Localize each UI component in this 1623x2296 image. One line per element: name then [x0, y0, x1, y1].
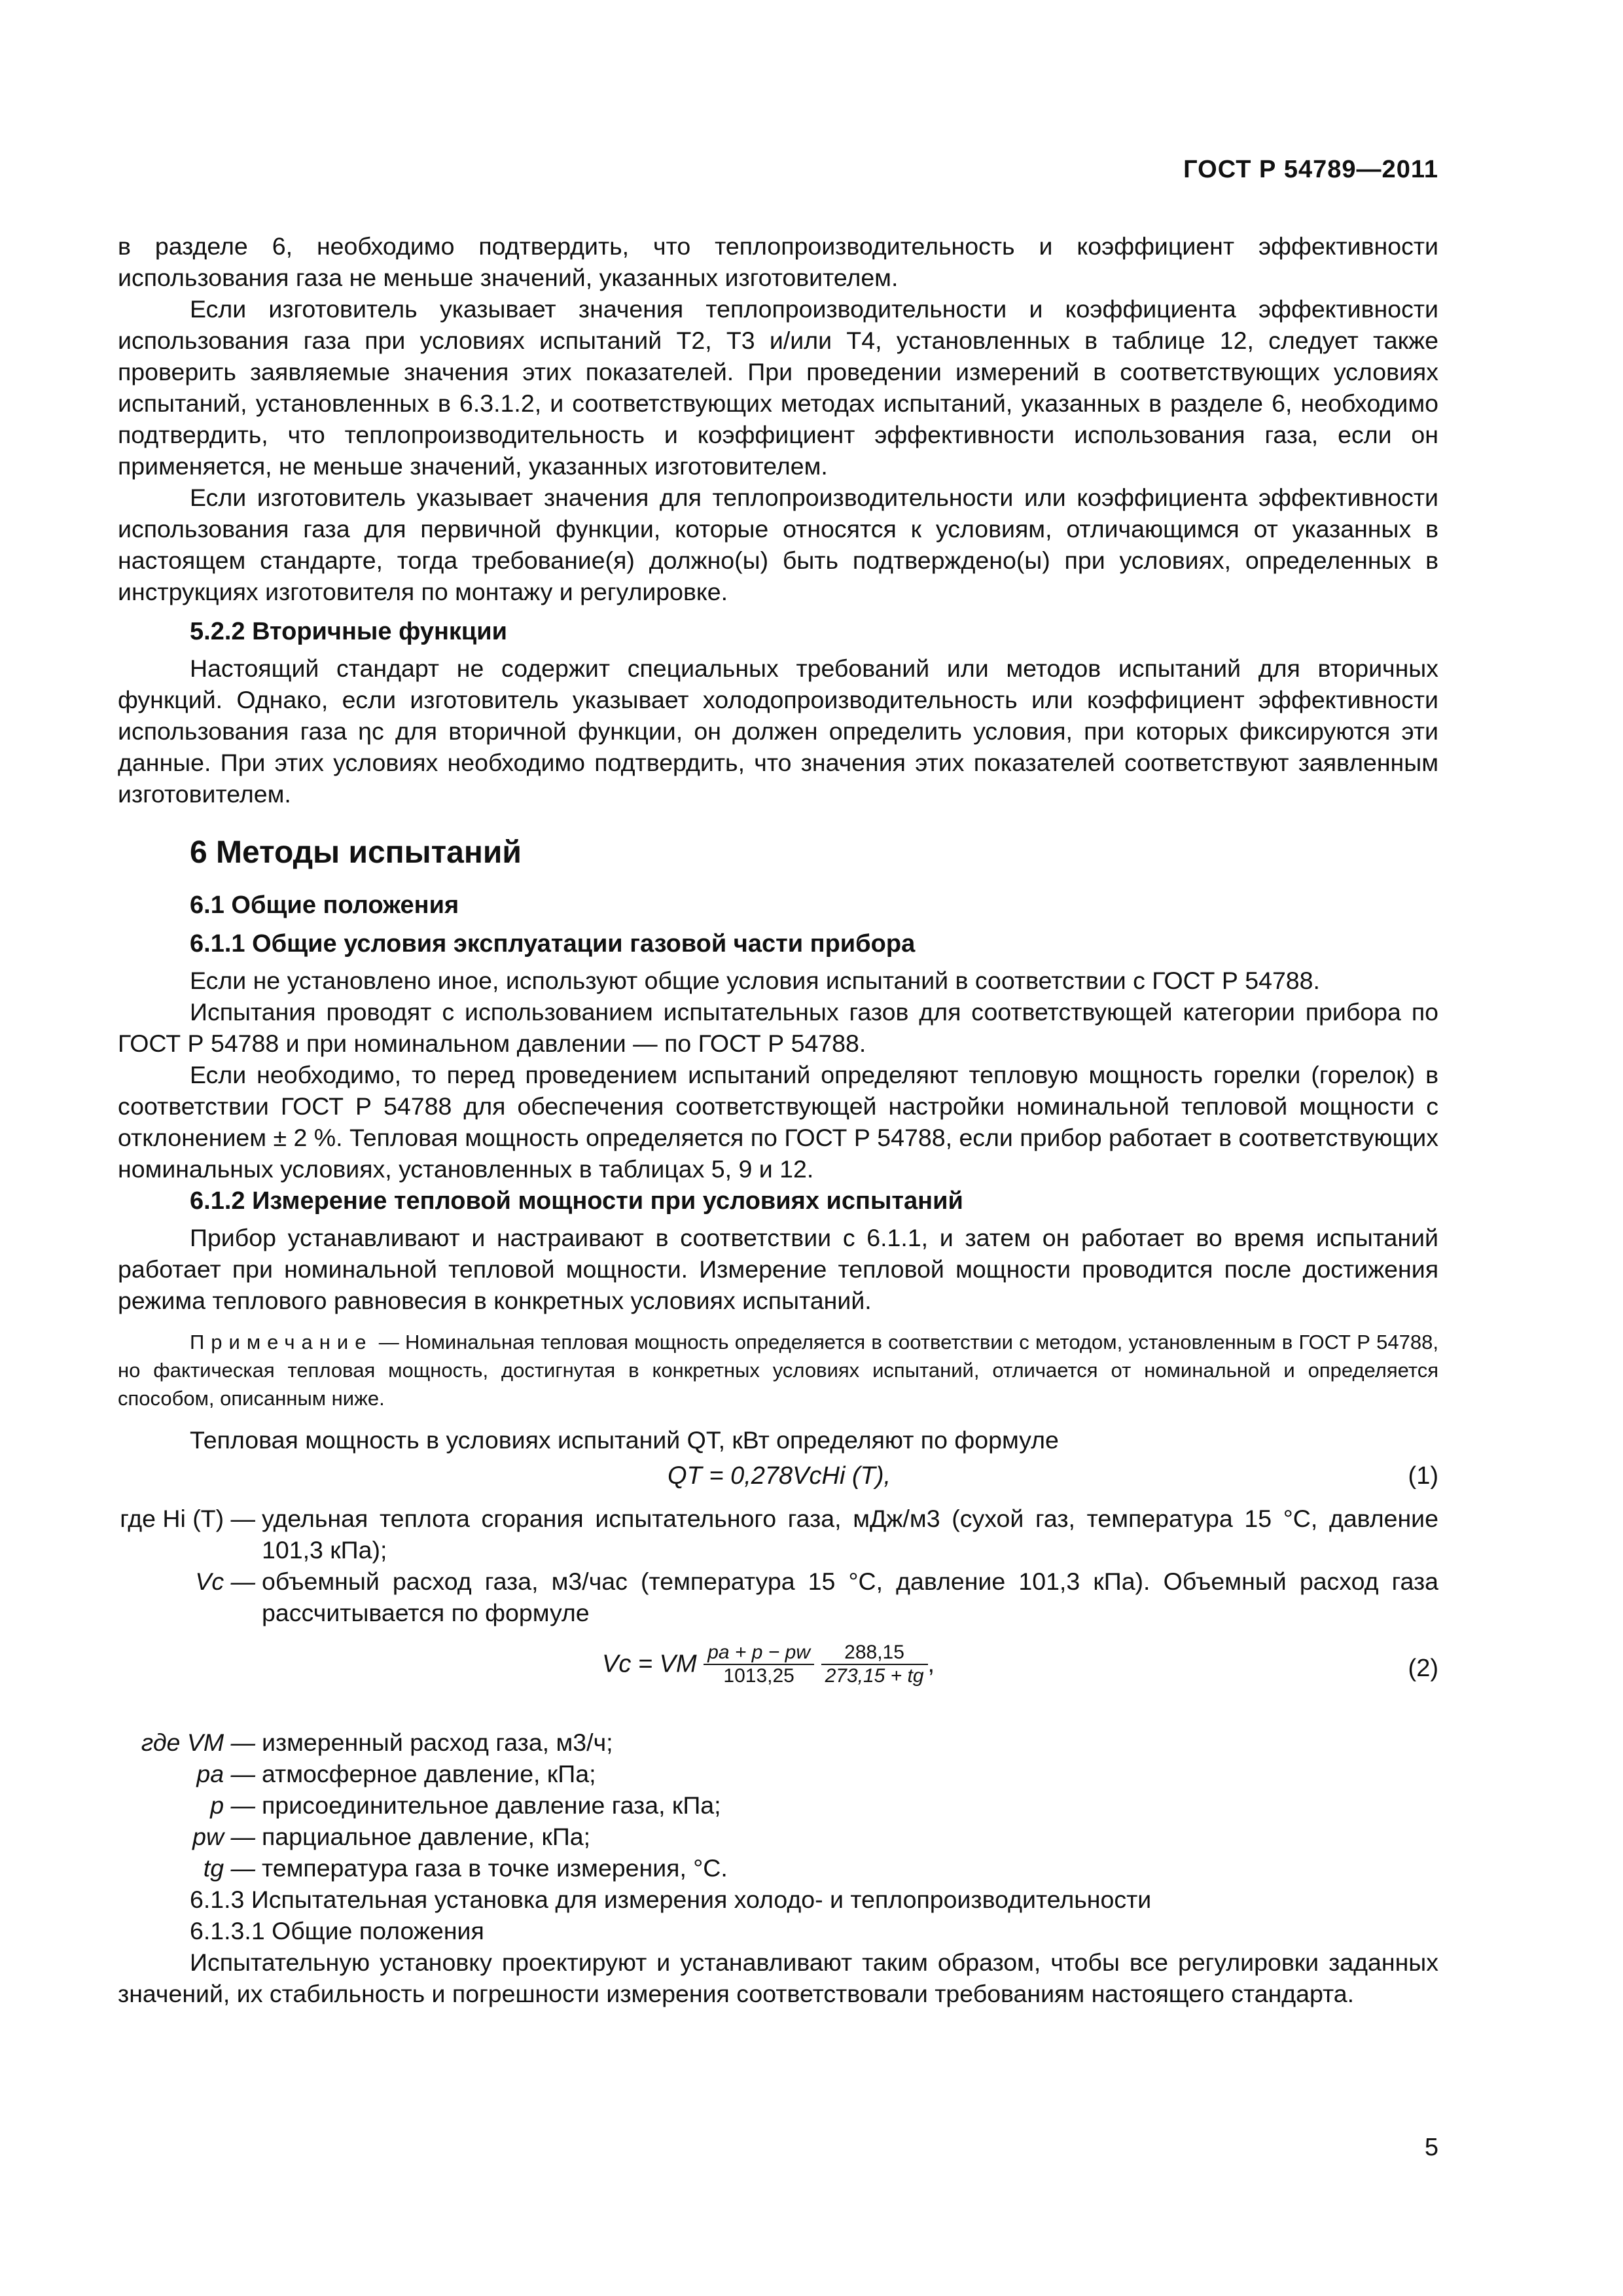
definition-text: температура газа в точке измерения, °С.: [262, 1854, 728, 1882]
paragraph: Если изготовитель указывает значения для теплопроизводительности или коэффициента эффективности использования газа для первичной функции, которые относятся к условиям, отличающимся от указанных в настоящем стандарте, тогда требование(я) должно(ы) быть подтверждено(ы) при условиях, определенных в инструкциях изготовителя по монтажу и регулировке.: [118, 484, 1438, 605]
definition-item: [118, 1852, 1438, 1884]
paragraph: Тепловая мощность в условиях испытаний QT, кВт определяют по формуле: [190, 1426, 1059, 1454]
paragraph: Испытания проводят с использованием испытательных газов для соответствующей категории прибора по ГОСТ Р 54788 и при номинальном давлении — по ГОСТ Р 54788.: [118, 998, 1438, 1057]
paragraph: Если не установлено иное, используют общие условия испытаний в соответствии с ГОСТ Р 54788.: [190, 967, 1320, 994]
definition-item: [118, 1789, 1438, 1821]
definition-item: [118, 1566, 1438, 1628]
note-text: — Номинальная тепловая мощность определяется в соответствии с методом, установленным в ГОСТ Р 54788, но фактическая тепловая мощность, достигнутая в конкретных условиях испытаний, отличается от номинальной и определяется способом, описанным ниже.: [118, 1331, 1438, 1410]
definitions-1: [118, 1503, 1438, 1628]
section-heading-6: 6 Методы испытаний: [190, 835, 522, 870]
paragraph: Если необходимо, то перед проведением испытаний определяют тепловую мощность горелки (горелок) в соответствии ГОСТ Р 54788 для обеспечения соответствующей настройки номинальной тепловой мощности с отклонением ± 2 %. Тепловая мощность определяется по ГОСТ Р 54788, если прибор работает в соответствующих номинальных условиях, установленных в таблицах 5, 9 и 12.: [118, 1061, 1438, 1183]
definition-text: удельная теплота сгорания испытательного газа, мДж/м3 (сухой газ, температура 15 °С, давление 101,3 кПа);: [262, 1505, 1438, 1564]
paragraph: Прибор устанавливают и настраивают в соответствии с 6.1.1, и затем он работает во время испытаний работает при номинальной тепловой мощности. Измерение тепловой мощности проводится после достижения режима теплового равновесия в конкретных условиях испытаний.: [118, 1224, 1438, 1314]
document-header: ГОСТ Р 54789—2011: [1183, 156, 1438, 183]
note: [118, 1328, 1438, 1412]
definition-item: [118, 1758, 1438, 1789]
definition-text: измеренный расход газа, м3/ч;: [262, 1729, 613, 1756]
formula-1: [118, 1456, 1438, 1503]
paragraph: 6.1.3 Испытательная установка для измерения холодо- и теплопроизводительности: [190, 1886, 1152, 1913]
section-heading-6-1-2: 6.1.2 Измерение тепловой мощности при условиях испытаний: [190, 1187, 963, 1215]
section-heading-6-1: 6.1 Общие положения: [190, 891, 459, 919]
page-body: [118, 151, 1438, 2009]
definition-symbol: p —: [210, 1791, 255, 1819]
fraction-numerator: 288,15: [821, 1641, 928, 1665]
formula-1-number: (1): [1408, 1462, 1438, 1490]
definition-item: [118, 1503, 1438, 1566]
definition-text: объемный расход газа, м3/час (температура 15 °С, давление 101,3 кПа). Объемный расход газа рассчитывается по формуле: [262, 1568, 1438, 1626]
note-label: Примечание: [190, 1331, 373, 1354]
paragraph: Настоящий стандарт не содержит специальных требований или методов испытаний для вторичных функций. Однако, если изготовитель указывает холодопроизводительность или коэффициент эффективности использования газа ηc для вторичной функции, он должен определить условия, при которых фиксируются эти данные. При этих условиях необходимо подтвердить, что значения этих показателей соответствуют заявленным изготовителем.: [118, 655, 1438, 808]
section-heading-6-1-1: 6.1.1 Общие условия эксплуатации газовой части прибора: [190, 930, 916, 958]
definition-item: [118, 1727, 1438, 1758]
section-heading-5-2-2: 5.2.2 Вторичные функции: [190, 618, 508, 645]
definition-symbol: Vc —: [195, 1568, 255, 1595]
formula-2-fraction-1: [704, 1641, 814, 1687]
definition-symbol: pw —: [192, 1823, 255, 1850]
paragraph: Испытательную установку проектируют и устанавливают таким образом, чтобы все регулировки заданных значений, их стабильность и погрешности измерения соответствовали требованиям настоящего стандарта.: [118, 1948, 1438, 2007]
paragraph: 6.1.3.1 Общие положения: [190, 1917, 484, 1945]
paragraph: в разделе 6, необходимо подтвердить, что теплопроизводительность и коэффициент эффективности использования газа не меньше значений, указанных изготовителем.: [118, 232, 1438, 291]
fraction-numerator: pa + p − pw: [704, 1641, 814, 1665]
definition-symbol: где Hi (T) —: [120, 1505, 255, 1532]
formula-2-left: Vc = VM: [602, 1650, 697, 1678]
paragraph: Если изготовитель указывает значения теплопроизводительности и коэффициента эффективности использования газа при условиях испытаний Т2, Т3 и/или Т4, установленных в таблице 12, следует также проверить заявляемые значения этих показателей. При проведении измерений в соответствующих условиях испытаний, установленных в 6.3.1.2, и соответствующих методах испытаний, указанных в разделе 6, необходимо подтвердить, что теплопроизводительность и коэффициент эффективности использования газа, если он применяется, не меньше значений, указанных изготовителем.: [118, 295, 1438, 480]
formula-1-expression: QT = 0,278VcHi (T),: [668, 1462, 891, 1490]
fraction-denominator: 1013,25: [723, 1665, 794, 1687]
formula-2-fraction-2: [821, 1641, 928, 1687]
page-number: 5: [1424, 2134, 1438, 2161]
definition-text: парциальное давление, кПа;: [262, 1823, 591, 1850]
definition-symbol: tg —: [203, 1854, 255, 1882]
definitions-2: [118, 1727, 1438, 1884]
formula-2: Vc = VM $\frac{pa + p - pw}{1013,25}$ $\frac{288,15}{273,15 + tg}$ , (2): [602, 1641, 1438, 1687]
definition-symbol: где VM —: [141, 1729, 255, 1756]
formula-2-number: (2): [1408, 1655, 1438, 1682]
definition-symbol: pa —: [196, 1760, 255, 1787]
definition-text: присоединительное давление газа, кПа;: [262, 1791, 721, 1819]
definition-item: [118, 1821, 1438, 1852]
fraction-denominator: 273,15 + tg: [825, 1665, 924, 1687]
definition-text: атмосферное давление, кПа;: [262, 1760, 596, 1787]
